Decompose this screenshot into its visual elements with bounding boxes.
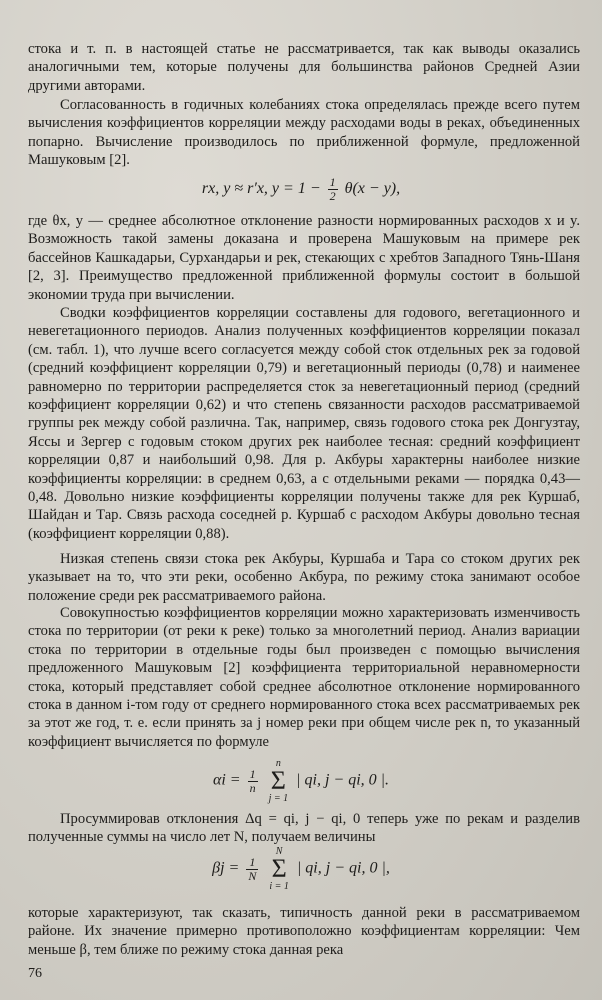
- page-number: 76: [28, 966, 42, 981]
- formula-1-fraction: [328, 176, 338, 203]
- paragraph-2: [28, 96, 580, 170]
- paragraph-4: [28, 304, 580, 543]
- paragraph-2-text: Согласованность в годичных колебаниях стока определялась прежде всего путем вычисления коэффициентов корреляции между расходами воды в реках, объединенных попарно. Вычисление производилось по приближенной формуле, предложенной Машуковым [2].: [28, 97, 580, 169]
- formula-1-frac-den: 2: [329, 189, 336, 203]
- formula-beta: [0, 846, 602, 892]
- formula-2-sum: [269, 758, 289, 804]
- paragraph-1: [28, 40, 580, 95]
- formula-1-frac-num: 1: [329, 175, 336, 189]
- paragraph-5-text: Низкая степень связи стока рек Акбуры, Куршаба и Тара со стоком других рек указывает на то, что эти реки, особенно Акбура, по режиму стока занимают особое положение среди рек рассматриваемого района.: [28, 551, 580, 604]
- formula-3-frac-den: N: [248, 868, 257, 883]
- formula-2-frac-den: n: [249, 780, 256, 795]
- formula-3-fraction: [246, 856, 258, 883]
- formula-2-sum-bottom: j = 1: [268, 793, 289, 804]
- sigma-symbol: Σ: [270, 766, 286, 795]
- formula-3-frac-num: 1: [246, 856, 258, 870]
- formula-1-right: θ(x − y),: [344, 180, 401, 198]
- formula-1-left: rx, y ≈ r′x, y = 1 −: [201, 180, 321, 198]
- paragraph-4-text: Сводки коэффициентов корреляции составлены для годового, вегетационного и невегетационного периодов. Анализ полученных коэффициентов корреляции показал (см. табл. 1), что лучше всего согласуется между собой сток отдельных рек за годовой (средний коэффициент корреляции 0,79) и вегетационный периоды (0,78) и наименее равномерно по территории распределяется сток за невегетационный период (средний коэффициент корреляции 0,62) и что степень связанности расходов рассматриваемой группы рек между собой различна. Так, например, связь годового стока рек Донгузтау, Яссы и Зергер с годовым стоком других рек наиболее тесная: средний коэффициент корреляции 0,87 и наибольший 0,98. Для р. Акбуры характерны наиболее низкие коэффициенты корреляции: в среднем 0,63, а с отдельными реками — порядка 0,43—0,48. Довольно низкие коэффициенты корреляции получены также для рек Куршаб, Шайдан и Тар. Связь расхода соседней р. Куршаб с расходом Акбуры довольно тесная (коэффициент корреляции 0,88).: [28, 305, 580, 542]
- paragraph-1-text: стока и т. п. в настоящей статье не рассматривается, так как выводы оказались аналогичными тем, которые получены для большинства районов Средней Азии другими авторами.: [28, 41, 580, 94]
- formula-3-left: βj =: [212, 859, 240, 877]
- formula-correlation: [0, 176, 602, 203]
- formula-3-sum-bottom: i = 1: [269, 881, 289, 892]
- formula-2-right: | qi, j − qi, 0 |.: [296, 771, 390, 789]
- paragraph-7-text: Просуммировав отклонения Δq = qi, j − qi, 0 теперь уже по рекам и разделив полученные суммы на число лет N, получаем величины: [28, 811, 580, 846]
- formula-2-fraction: [248, 768, 258, 795]
- formula-3-right: | qi, j − qi, 0 |,: [296, 859, 390, 877]
- paragraph-8-text: которые характеризуют, так сказать, типичность данной реки в рассматриваемом районе. Их значение примерно противоположно коэффициентам корреляции: Чем меньше β, тем ближе по режиму стока данная река: [28, 905, 580, 958]
- formula-2-sum-top: n: [275, 758, 281, 769]
- formula-2-left: αi =: [212, 771, 241, 789]
- formula-2-frac-num: 1: [249, 766, 256, 781]
- paragraph-3-text: где θx, y — среднее абсолютное отклонение разности нормированных расходов x и y. Возможность такой замены доказана и проверена Машуковым на примере рек бассейнов Кашкадарьи, Сурхандарьи и рек, стекающих с хребтов Западного Тянь-Шаня [2, 3]. Преимущество предложенной приближенной формулы состоит в большой экономии труда при вычислении.: [28, 213, 580, 303]
- formula-3-sum-top: N: [275, 846, 283, 857]
- paragraph-6: [28, 604, 580, 751]
- paragraph-3: [28, 212, 580, 304]
- paragraph-7: [28, 810, 580, 847]
- paragraph-5: [28, 550, 580, 605]
- formula-alpha: [0, 758, 602, 804]
- paragraph-8: [28, 904, 580, 959]
- paragraph-6-text: Совокупностью коэффициентов корреляции можно характеризовать изменчивость стока по территории (от реки к реке) только за многолетний период. Анализ вариации стока по территории в отдельные годы был произведен с помощью вычисления предложенного Машуковым [2] коэффициента территориальной неравномерности стока, который представляет собой среднее абсолютное отклонение нормированного стока в данном i-том году от среднего нормированного стока всех рассматриваемых рек за этот же год, т. е. если принять за j номер реки при общем числе рек n, то указанный коэффициент вычисляется по формуле: [28, 605, 580, 750]
- sigma-symbol: Σ: [271, 854, 287, 883]
- formula-3-sum: [269, 846, 289, 892]
